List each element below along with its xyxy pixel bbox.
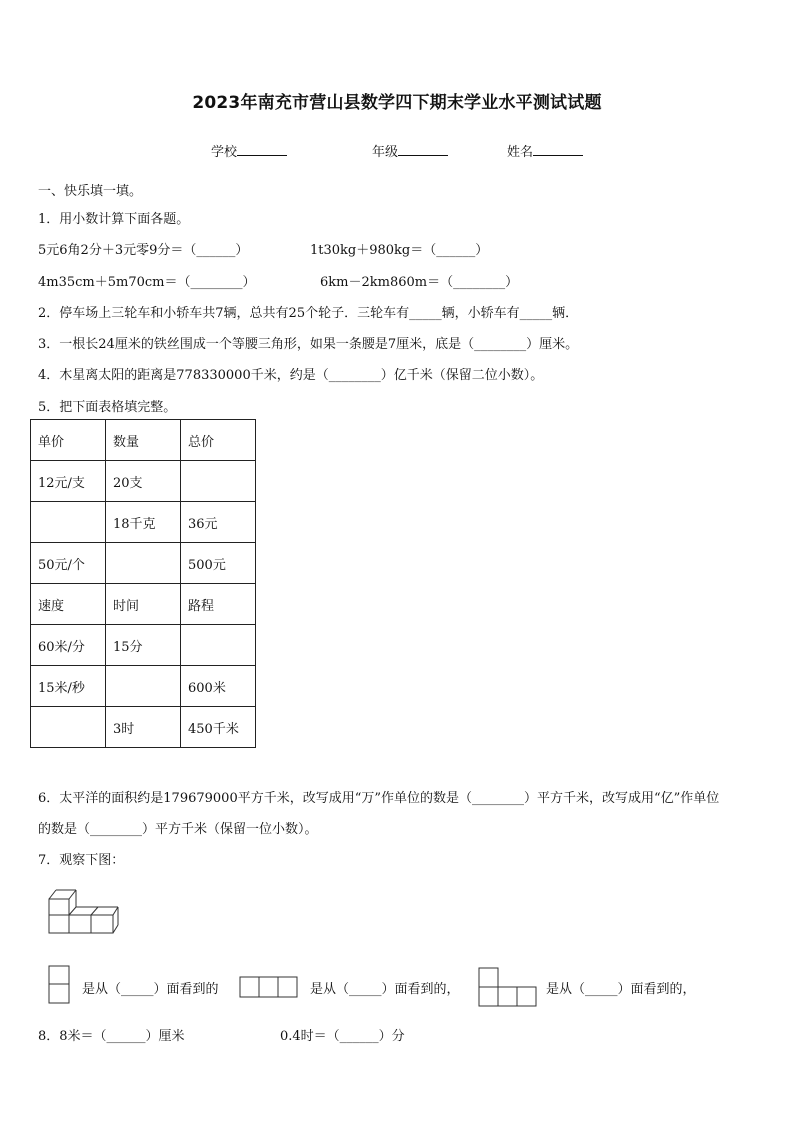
table-cell: 15分 xyxy=(106,625,181,666)
section-heading: 一、快乐填一填。 xyxy=(38,184,143,199)
name-blank[interactable] xyxy=(533,143,583,156)
table-cell[interactable] xyxy=(181,461,256,502)
table-row xyxy=(31,420,256,461)
view-3-figure xyxy=(478,967,538,1009)
view-2-figure xyxy=(239,976,299,998)
fill-in-table xyxy=(30,419,256,748)
question-7-view3-text: 是从（_____）面看到的， xyxy=(546,982,696,997)
grade-field[interactable] xyxy=(372,141,448,160)
question-5-stem: 5．把下面表格填完整。 xyxy=(38,400,177,415)
school-blank[interactable] xyxy=(237,143,287,156)
question-1c: 4m35cm＋5m70cm＝（________） xyxy=(38,275,256,290)
grade-label: 年级 xyxy=(372,145,399,160)
table-cell: 路程 xyxy=(181,584,256,625)
view-1-figure xyxy=(48,965,70,1005)
question-4: 4．木星离太阳的距离是778330000千米，约是（________）亿千米（保留二位小数）。 xyxy=(38,368,544,383)
table-row xyxy=(31,461,256,502)
table-cell[interactable] xyxy=(106,666,181,707)
school-field[interactable] xyxy=(211,141,287,160)
table-cell: 60米/分 xyxy=(31,625,106,666)
question-7-view1-text: 是从（_____）面看到的 xyxy=(82,982,219,997)
table-cell: 单价 xyxy=(31,420,106,461)
table-cell: 600米 xyxy=(181,666,256,707)
question-6-line2: 的数是（________）平方千米（保留一位小数）。 xyxy=(38,822,318,837)
table-cell: 20支 xyxy=(106,461,181,502)
table-row xyxy=(31,666,256,707)
table-cell[interactable] xyxy=(31,502,106,543)
name-label: 姓名 xyxy=(507,145,534,160)
cube-stack-figure xyxy=(48,885,118,937)
table-cell[interactable] xyxy=(31,707,106,748)
table-cell: 总价 xyxy=(181,420,256,461)
table-cell: 50元/个 xyxy=(31,543,106,584)
table-cell: 18千克 xyxy=(106,502,181,543)
question-8a: 8．8米＝（______）厘米 xyxy=(38,1029,185,1044)
question-2: 2．停车场上三轮车和小轿车共7辆，总共有25个轮子．三轮车有_____辆，小轿车有_____辆． xyxy=(38,306,579,321)
table-row xyxy=(31,543,256,584)
table-cell[interactable] xyxy=(106,543,181,584)
table-cell: 36元 xyxy=(181,502,256,543)
table-cell: 450千米 xyxy=(181,707,256,748)
table-cell: 速度 xyxy=(31,584,106,625)
question-3: 3．一根长24厘米的铁丝围成一个等腰三角形，如果一条腰是7厘米，底是（________）厘米。 xyxy=(38,337,579,352)
grade-blank[interactable] xyxy=(398,143,448,156)
table-cell: 时间 xyxy=(106,584,181,625)
table-row xyxy=(31,584,256,625)
question-7-view2-text: 是从（_____）面看到的， xyxy=(310,982,460,997)
page-title: 2023年南充市营山县数学四下期末学业水平测试试题 xyxy=(192,93,602,113)
question-8b: 0.4时＝（______）分 xyxy=(280,1029,405,1044)
school-label: 学校 xyxy=(211,145,238,160)
table-cell: 15米/秒 xyxy=(31,666,106,707)
table-cell[interactable] xyxy=(181,625,256,666)
question-6-line1: 6．太平洋的面积约是179679000平方千米，改写成用“万”作单位的数是（________）平方千米，改写成用“亿”作单位 xyxy=(38,791,720,806)
table-row xyxy=(31,625,256,666)
table-row xyxy=(31,707,256,748)
table-cell: 数量 xyxy=(106,420,181,461)
question-7-stem: 7．观察下图： xyxy=(38,853,125,868)
table-cell: 500元 xyxy=(181,543,256,584)
name-field[interactable] xyxy=(507,141,583,160)
table-cell: 3时 xyxy=(106,707,181,748)
question-1a: 5元6角2分＋3元零9分＝（______） xyxy=(38,243,249,258)
question-1-stem: 1．用小数计算下面各题。 xyxy=(38,212,190,227)
table-row xyxy=(31,502,256,543)
question-1d: 6km－2km860m＝（________） xyxy=(320,275,519,290)
question-1b: 1t30kg＋980kg＝（______） xyxy=(310,243,489,258)
table-cell: 12元/支 xyxy=(31,461,106,502)
